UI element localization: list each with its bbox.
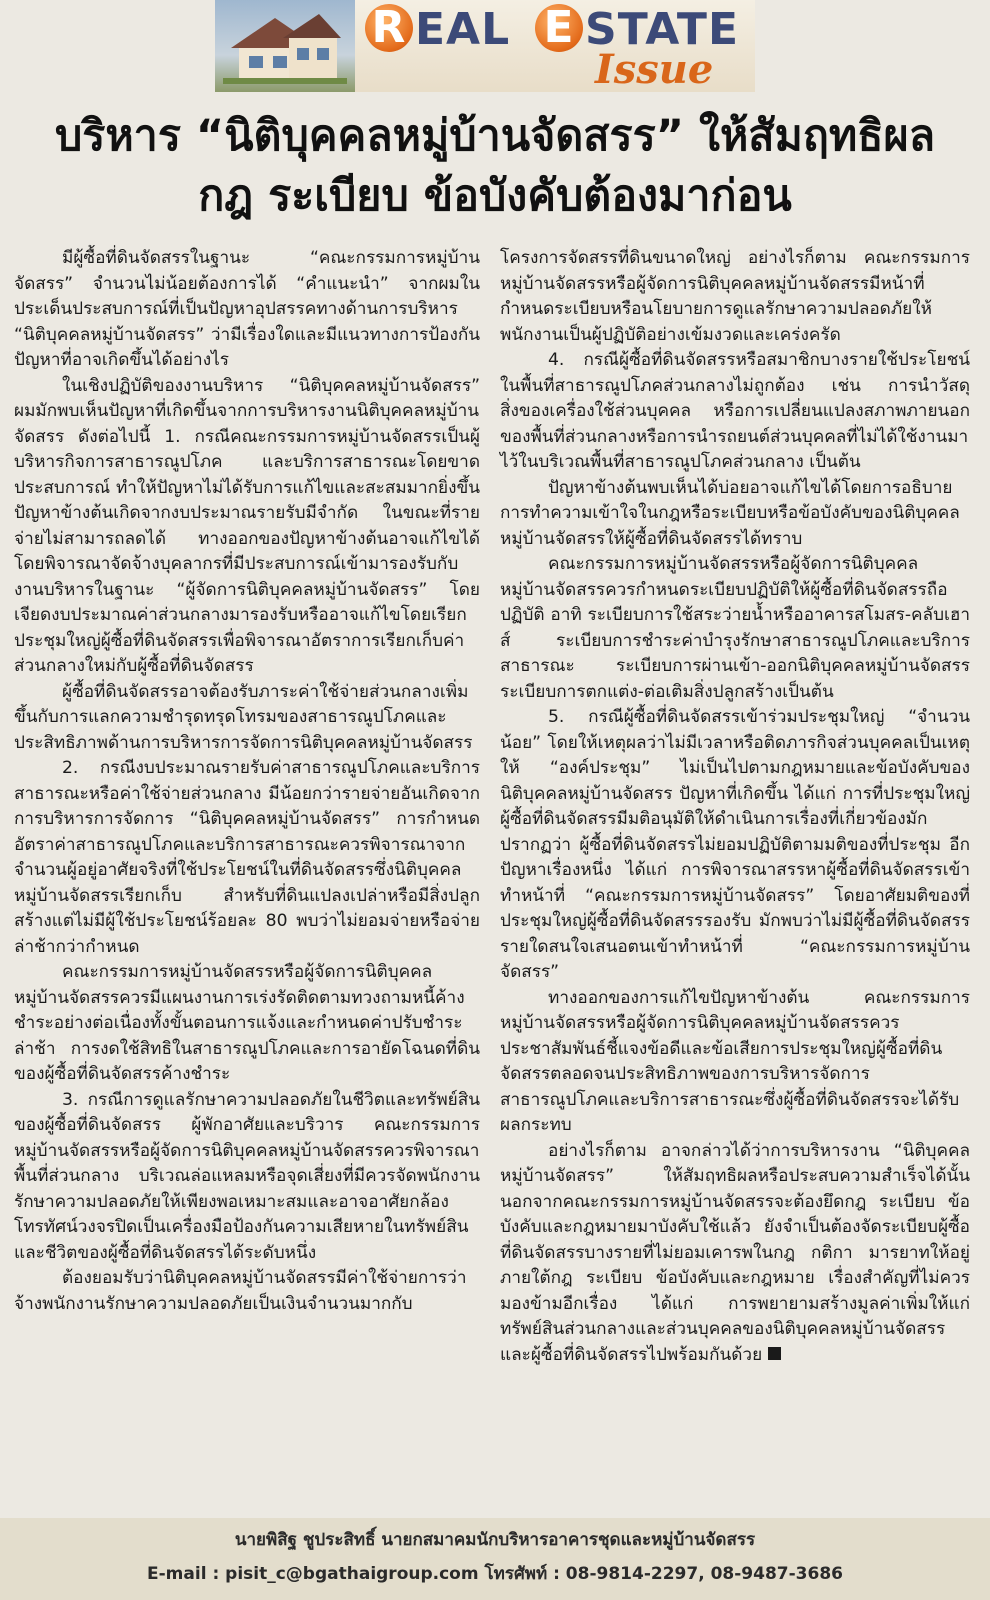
paragraph: ทางออกของการแก้ไขปัญหาข้างต้น คณะกรรมการหมู่บ้านจัดสรรหรือผู้จัดการนิติบุคคลหมู่บ้านจัดสรรควรประชาสัมพันธ์ชี้แจงข้อดีและข้อเสียการประชุมใหญ่ผู้ซื้อที่ดินจัดสรรตลอดจนประสิทธิภาพของการบริหารจัดการสาธารณูปโภคและบริการสาธารณะซึ่งผู้ซื้อที่ดินจัดสรรจะได้รับผลกระทบ bbox=[500, 987, 970, 1135]
paragraph: 4. กรณีผู้ซื้อที่ดินจัดสรรหรือสมาชิกบางรายใช้ประโยชน์ในพื้นที่สาธารณูปโภคส่วนกลางไม่ถูกต้อง เช่น การนำวัสดุสิ่งของเครื่องใช้ส่วนบุคคล หรือการเปลี่ยนแปลงสภาพภายนอกของพื้นที่ส่วนกลางหรือการนำรถยนต์ส่วนบุคคลที่ไม่ได้ใช้งานมาไว้ในบริเวณพื้นที่สาธารณูปโภคส่วนกลาง เป็นต้น bbox=[500, 350, 970, 472]
right-column bbox=[500, 246, 970, 1368]
paragraph: 2. กรณีงบประมาณรายรับค่าสาธารณูปโภคและบริการสาธารณะหรือค่าใช้จ่ายส่วนกลาง มีน้อยกว่ารายจ่ายอันเกิดจากการบริหารการจัดการ “นิติบุคคลหมู่บ้านจัดสรร” การกำหนดอัตราค่าสาธารณูปโภคและบริการสาธารณะควรพิจารณาจากจำนวนผู้อยู่อาศัยจริงที่ใช้ประโยชน์ในที่ดินจัดสรรซึ่งนิติบุคคลหมู่บ้านจัดสรรเรียกเก็บ สำหรับที่ดินแปลงเปล่าหรือมีสิ่งปลูกสร้างแต่ไม่มีผู้ใช้ประโยชน์ร้อยละ 80 พบว่าไม่ยอมจ่ายหรือจ่ายล่าช้ากว่ากำหนด bbox=[14, 758, 480, 957]
masthead-banner bbox=[215, 0, 755, 92]
brand-real bbox=[365, 4, 510, 55]
left-column bbox=[14, 246, 480, 1317]
brand-r-circle: R bbox=[365, 4, 413, 52]
paragraph: 3. กรณีการดูแลรักษาความปลอดภัยในชีวิตและทรัพย์สินของผู้ซื้อที่ดินจัดสรร ผู้พักอาศัยและบริวาร คณะกรรมการหมู่บ้านจัดสรรหรือผู้จัดการนิติบุคคลหมู่บ้านจัดสรรควรพิจารณาพื้นที่ส่วนกลาง บริเวณล่อแหลมหรือจุดเสี่ยงที่มีควรจัดพนักงานรักษาความปลอดภัยให้เพียงพอเหมาะสมและอาจอาศัยกล้องโทรทัศน์วงจรปิดเป็นเครื่องมือป้องกันความเสียหายในทรัพย์สินและชีวิตของผู้ซื้อที่ดินจัดสรรได้ระดับหนึ่ง bbox=[14, 1089, 480, 1263]
paragraph: ในเชิงปฏิบัติของงานบริหาร “นิติบุคคลหมู่บ้านจัดสรร” ผมมักพบเห็นปัญหาที่เกิดขึ้นจากการบริหารงานนิติบุคคลหมู่บ้านจัดสรร ดังต่อไปนี้ 1. กรณีคณะกรรมการหมู่บ้านจัดสรรเป็นผู้บริหารกิจการสาธารณูปโภค และบริการสาธารณะโดยขาดประสบการณ์ ทำให้ปัญหาไม่ได้รับการแก้ไขและสะสมมากยิ่งขึ้น ปัญหาข้างต้นเกิดจากงบประมาณรายรับมีจำกัด ในขณะที่รายจ่ายไม่สามารถลดได้ ทางออกของปัญหาข้างต้นอาจแก้ไขได้โดยพิจารณาจัดจ้างบุคลากรที่มีประสบการณ์เข้ามารองรับกับงานบริหารในฐานะ “ผู้จัดการนิติบุคคลหมู่บ้านจัดสรร” โดยเจียดงบประมาณค่าส่วนกลางมารองรับหรืออาจแก้ไขโดยเรียกประชุมใหญ่ผู้ซื้อที่ดินจัดสรรเพื่อพิจารณาอัตราการเรียกเก็บค่าส่วนกลางใหม่กับผู้ซื้อที่ดินจัดสรร bbox=[14, 375, 480, 676]
article-headline bbox=[0, 106, 990, 226]
brand-issue: Issue bbox=[595, 46, 714, 92]
brand-e-circle: E bbox=[535, 4, 583, 52]
paragraph: มีผู้ซื้อที่ดินจัดสรรในฐานะ “คณะกรรมการหมู่บ้านจัดสรร” จำนวนไม่น้อยต้องการได้ “คำแนะนำ” จากผมในประเด็นประสบการณ์ที่เป็นปัญหาอุปสรรคทางด้านการบริหาร “นิติบุคคลหมู่บ้านจัดสรร” ว่ามีเรื่องใดและมีแนวทางการป้องกันปัญหาที่อาจเกิดขึ้นได้อย่างไร bbox=[14, 248, 480, 370]
brand-state: STATE bbox=[585, 4, 739, 55]
headline-line-1: บริหาร “นิติบุคคลหมู่บ้านจัดสรร” ให้สัมฤทธิผล bbox=[54, 111, 936, 161]
paragraph: คณะกรรมการหมู่บ้านจัดสรรหรือผู้จัดการนิติบุคคลหมู่บ้านจัดสรรควรกำหนดระเบียบปฏิบัติให้ผู้ซื้อที่ดินจัดสรรถือปฏิบัติ อาทิ ระเบียบการใช้สระว่ายน้ำหรืออาคารสโมสร-คลับเฮาส์ ระเบียบการชำระค่าบำรุงรักษาสาธารณูปโภคและบริการสาธารณะ ระเบียบการผ่านเข้า-ออกนิติบุคคลหมู่บ้านจัดสรร ระเบียบการตกแต่ง-ต่อเติมสิ่งปลูกสร้างเป็นต้น bbox=[500, 554, 970, 702]
paragraph: ผู้ซื้อที่ดินจัดสรรอาจต้องรับภาระค่าใช้จ่ายส่วนกลางเพิ่มขึ้นกับการแลกความชำรุดทรุดโทรมของสาธารณูปโภคและประสิทธิภาพด้านการบริหารการจัดการนิติบุคคลหมู่บ้านจัดสรร bbox=[14, 681, 473, 753]
author-byline bbox=[0, 1518, 990, 1600]
headline-line-2: กฎ ระเบียบ ข้อบังคับต้องมาก่อน bbox=[198, 171, 792, 221]
paragraph: ปัญหาข้างต้นพบเห็นได้บ่อยอาจแก้ไขได้โดยการอธิบายการทำความเข้าใจในกฎหรือระเบียบหรือข้อบังคับของนิติบุคคลหมู่บ้านจัดสรรให้ผู้ซื้อที่ดินจัดสรรได้ทราบ bbox=[500, 477, 960, 549]
paragraph: 5. กรณีผู้ซื้อที่ดินจัดสรรเข้าร่วมประชุมใหญ่ “จำนวนน้อย” โดยให้เหตุผลว่าไม่มีเวลาหรือติดภารกิจส่วนบุคคลเป็นเหตุให้ “องค์ประชุม” ไม่เป็นไปตามกฎหมายและข้อบังคับของนิติบุคคลหมู่บ้านจัดสรร ปัญหาที่เกิดขึ้น ได้แก่ การที่ประชุมใหญ่ผู้ซื้อที่ดินจัดสรรมีมติอนุมัติให้ดำเนินการเรื่องที่เกี่ยวข้องมักปรากฏว่า ผู้ซื้อที่ดินจัดสรรไม่ยอมปฏิบัติตามมติของที่ประชุม อีกปัญหาเรื่องหนึ่ง ได้แก่ การพิจารณาสรรหาผู้ซื้อที่ดินจัดสรรเข้าทำหน้าที่ “คณะกรรมการหมู่บ้านจัดสรร” โดยอาศัยมติของที่ประชุมใหญ่ผู้ซื้อที่ดินจัดสรรรองรับ มักพบว่าไม่มีผู้ซื้อที่ดินจัดสรรรายใดสนใจเสนอตนเข้าทำหน้าที่ “คณะกรรมการหมู่บ้านจัดสรร” bbox=[500, 707, 970, 982]
paragraph: โครงการจัดสรรที่ดินขนาดใหญ่ อย่างไรก็ตาม คณะกรรมการหมู่บ้านจัดสรรหรือผู้จัดการนิติบุคคลหมู่บ้านจัดสรรมีหน้าที่กำหนดระเบียบหรือนโยบายการดูแลรักษาความปลอดภัยให้พนักงานเป็นผู้ปฏิบัติอย่างเข้มงวดและเคร่งครัด bbox=[500, 248, 970, 345]
paragraph: ต้องยอมรับว่านิติบุคคลหมู่บ้านจัดสรรมีค่าใช้จ่ายการว่าจ้างพนักงานรักษาความปลอดภัยเป็นเงินจำนวนมากกับ bbox=[14, 1268, 467, 1314]
house-illustration bbox=[215, 0, 355, 92]
end-of-article-mark bbox=[768, 1347, 781, 1360]
paragraph-final-text: อย่างไรก็ตาม อาจกล่าวได้ว่าการบริหารงาน “นิติบุคคลหมู่บ้านจัดสรร” ให้สัมฤทธิผลหรือประสบความสำเร็จได้นั้น นอกจากคณะกรรมการหมู่บ้านจัดสรรจะต้องยึดกฎ ระเบียบ ข้อบังคับและกฎหมายมาบังคับใช้แล้ว ยังจำเป็นต้องจัดระเบียบผู้ซื้อที่ดินจัดสรรบางรายที่ไม่ยอมเคารพในกฎ กติกา มารยาทให้อยู่ภายใต้กฎ ระเบียบ ข้อบังคับและกฎหมาย เรื่องสำคัญที่ไม่ควรมองข้ามอีกเรื่อง ได้แก่ การพยายามสร้างมูลค่าเพิ่มให้แก่ทรัพย์สินส่วนกลางและส่วนบุคคลของนิติบุคคลหมู่บ้านจัดสรรและผู้ซื้อที่ดินจัดสรรไปพร้อมกันด้วย bbox=[500, 1140, 970, 1365]
brand-eal: EAL bbox=[415, 4, 511, 55]
paragraph-final bbox=[500, 1139, 970, 1369]
contact-line: E-mail : pisit_c@bgathaigroup.com โทรศัพท์ : 08-9814-2297, 08-9487-3686 bbox=[147, 1564, 843, 1584]
paragraph: คณะกรรมการหมู่บ้านจัดสรรหรือผู้จัดการนิติบุคคลหมู่บ้านจัดสรรควรมีแผนงานการเร่งรัดติดตามทวงถามหนี้ค้างชำระอย่างต่อเนื่องทั้งขั้นตอนการแจ้งและกำหนดค่าปรับชำระล่าช้า การงดใช้สิทธิในสาธารณูปโภคและการอายัดโฉนดที่ดินของผู้ซื้อที่ดินจัดสรรค้างชำระ bbox=[14, 962, 480, 1084]
author-line: นายพิสิฐ ชูประสิทธิ์ นายกสมาคมนักบริหารอาคารชุดและหมู่บ้านจัดสรร bbox=[234, 1530, 756, 1550]
